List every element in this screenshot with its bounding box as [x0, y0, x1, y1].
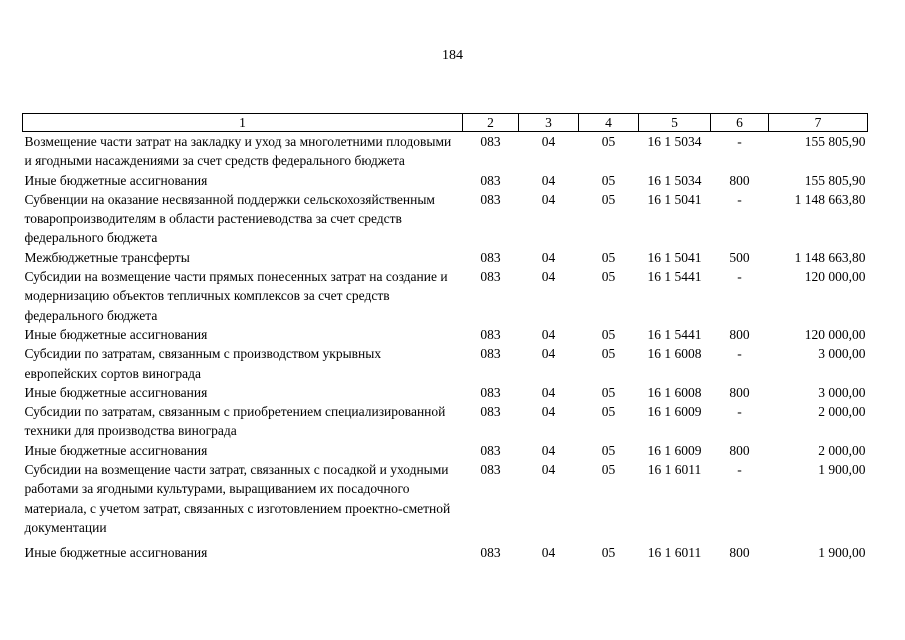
row-target-article: 16 1 6008 [647, 346, 702, 362]
row-ministry-code: 083 [480, 134, 501, 149]
row-subsection: 05 [601, 545, 616, 561]
row-target-article: 16 1 6009 [647, 442, 702, 458]
row-subsection: 05 [601, 462, 616, 478]
row-section: 04 [541, 191, 556, 207]
row-amount: 1 900,00 [818, 462, 866, 478]
table-row [23, 537, 868, 562]
header-col-3: 3 [519, 114, 579, 132]
row-subsection: 05 [601, 172, 616, 188]
row-ministry-code: 083 [480, 442, 501, 458]
row-ministry-code: 083 [480, 545, 501, 561]
row-section: 04 [541, 249, 556, 265]
row-name: Субсидии по затратам, связанным с производством укрывных европейских сортов винограда [24, 346, 382, 381]
header-col-1: 1 [23, 114, 463, 132]
row-ministry-code: 083 [480, 269, 501, 285]
row-name: Субвенции на оказание несвязанной поддержки сельскохозяйственным товаропроизводителям в области растениеводства за счет средств федерального бюджета [24, 191, 435, 246]
row-subsection: 05 [601, 384, 616, 400]
row-target-article: 16 1 5041 [647, 249, 702, 265]
row-name: Субсидии по затратам, связанным с приобретением специализированной техники для производства винограда [24, 404, 446, 439]
row-name: Иные бюджетные ассигнования [24, 545, 208, 561]
row-section: 04 [541, 442, 556, 458]
row-name: Иные бюджетные ассигнования [24, 442, 208, 458]
row-amount: 3 000,00 [818, 384, 866, 400]
header-col-2: 2 [463, 114, 519, 132]
header-col-5: 5 [639, 114, 711, 132]
row-name: Иные бюджетные ассигнования [24, 172, 208, 188]
row-subsection: 05 [601, 191, 616, 207]
row-ministry-code: 083 [480, 384, 501, 400]
table-body [23, 132, 868, 563]
row-section: 04 [541, 404, 556, 420]
row-amount: 1 900,00 [818, 545, 866, 561]
row-name: Межбюджетные трансферты [24, 249, 190, 265]
row-expense-type: 800 [729, 384, 750, 400]
row-target-article: 16 1 5441 [647, 269, 702, 285]
table-row [23, 402, 868, 441]
row-subsection: 05 [601, 326, 616, 342]
row-name: Иные бюджетные ассигнования [24, 384, 208, 400]
row-ministry-code: 083 [480, 326, 501, 342]
row-amount: 120 000,00 [804, 269, 866, 285]
row-expense-type: - [737, 462, 742, 478]
row-expense-type: - [737, 346, 742, 362]
row-ministry-code: 083 [480, 404, 501, 420]
row-expense-type: - [737, 134, 742, 149]
row-amount: 3 000,00 [818, 346, 866, 362]
row-amount: 155 805,90 [804, 134, 866, 149]
row-expense-type: 800 [729, 172, 750, 188]
row-subsection: 05 [601, 134, 616, 149]
row-expense-type: - [737, 269, 742, 285]
row-ministry-code: 083 [480, 172, 501, 188]
row-expense-type: - [737, 191, 742, 207]
table-row [23, 267, 868, 325]
row-name: Возмещение части затрат на закладку и уход за многолетними плодовыми и ягодными насаждениями за счет средств федерального бюджета [24, 134, 452, 169]
row-ministry-code: 083 [480, 249, 501, 265]
header-row [23, 114, 868, 132]
row-section: 04 [541, 545, 556, 561]
row-subsection: 05 [601, 442, 616, 458]
row-section: 04 [541, 346, 556, 362]
row-section: 04 [541, 462, 556, 478]
table-row [23, 460, 868, 537]
table-row [23, 190, 868, 248]
row-ministry-code: 083 [480, 191, 501, 207]
row-section: 04 [541, 384, 556, 400]
table-row [23, 383, 868, 402]
table-row [23, 441, 868, 460]
row-amount: 1 148 663,80 [794, 191, 866, 207]
row-amount: 155 805,90 [804, 172, 866, 188]
header-col-7: 7 [769, 114, 868, 132]
row-target-article: 16 1 6011 [647, 462, 702, 478]
row-amount: 2 000,00 [818, 404, 866, 420]
row-subsection: 05 [601, 269, 616, 285]
budget-table [22, 113, 868, 563]
row-expense-type: 800 [729, 545, 750, 561]
row-target-article: 16 1 5034 [647, 134, 702, 149]
header-col-4: 4 [579, 114, 639, 132]
row-subsection: 05 [601, 346, 616, 362]
row-target-article: 16 1 6009 [647, 404, 702, 420]
table-row [23, 325, 868, 344]
row-section: 04 [541, 172, 556, 188]
row-expense-type: 500 [729, 249, 750, 265]
row-section: 04 [541, 269, 556, 285]
row-name: Иные бюджетные ассигнования [24, 326, 208, 342]
row-name: Субсидии на возмещение части прямых понесенных затрат на создание и модернизацию объектов тепличных комплексов за счет средств федерального бюджета [24, 269, 448, 323]
table-row [23, 171, 868, 190]
page-number: 184 [442, 48, 463, 63]
row-section: 04 [541, 134, 556, 149]
row-name: Субсидии на возмещение части затрат, связанных с посадкой и уходными работами за ягодными культурами, выращиванием их посадочного материала, с учетом затрат, связанных с изготовлением проектно-сметной документации [24, 462, 451, 535]
table-row [23, 248, 868, 267]
row-target-article: 16 1 6008 [647, 384, 702, 400]
row-ministry-code: 083 [480, 462, 501, 478]
row-section: 04 [541, 326, 556, 342]
row-subsection: 05 [601, 249, 616, 265]
row-target-article: 16 1 6011 [647, 545, 702, 561]
row-subsection: 05 [601, 404, 616, 420]
row-amount: 1 148 663,80 [794, 249, 866, 265]
row-expense-type: - [737, 404, 742, 420]
table-row [23, 344, 868, 383]
row-expense-type: 800 [729, 442, 750, 458]
row-expense-type: 800 [729, 326, 750, 342]
table-row [23, 132, 868, 171]
row-ministry-code: 083 [480, 346, 501, 362]
row-amount: 2 000,00 [818, 442, 866, 458]
header-col-6: 6 [711, 114, 769, 132]
row-target-article: 16 1 5441 [647, 326, 702, 342]
row-target-article: 16 1 5041 [647, 191, 702, 207]
table-header [23, 114, 868, 132]
row-target-article: 16 1 5034 [647, 172, 702, 188]
row-amount: 120 000,00 [804, 326, 866, 342]
